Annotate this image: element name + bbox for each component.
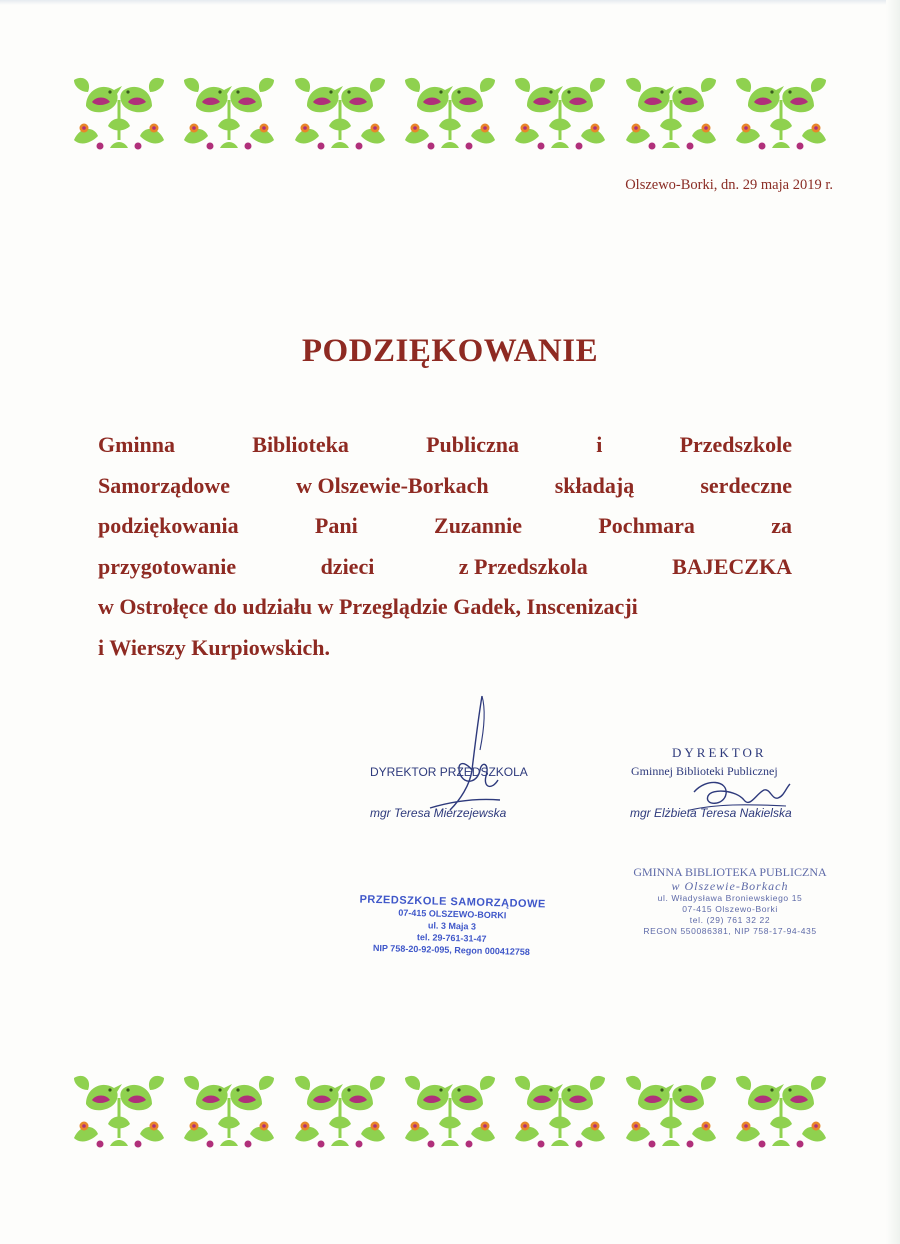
kurpie-folk-birds-icon [180,70,278,154]
kurpie-folk-birds-icon [732,1068,830,1152]
body-word: Pochmara [598,513,695,539]
stamp-line: 07-415 OLSZEWO-BORKI [398,907,507,921]
body-word: Samorządowe [98,472,230,498]
body-line [98,547,792,588]
library-stamp [628,865,832,937]
kurpie-folk-birds-icon [180,1068,278,1152]
body-word: z Przedszkola [458,553,588,579]
kurpie-folk-birds-icon [291,1068,389,1152]
body-word: Biblioteka [252,432,349,457]
left-signatory-name: mgr Teresa Mierzejewska [370,806,507,820]
body-line [98,466,792,507]
kurpie-folk-birds-icon [622,70,720,154]
kurpie-folk-birds-icon [401,70,499,154]
body-line [98,506,792,547]
stamp-line: PRZEDSZKOLE SAMORZĄDOWE [359,893,546,911]
body-word: za [771,513,792,539]
body-word: Zuzannie [434,513,523,539]
body-word: Publiczna [426,432,519,457]
bottom-folk-border [70,1068,830,1152]
stamp-line: ul. Władysława Broniewskiego 15 [657,893,803,903]
body-word: składają [554,472,635,498]
stamp-line: 07-415 Olszewo-Borki [682,904,778,914]
document-body [98,425,792,669]
body-word: i [596,432,603,457]
kurpie-folk-birds-icon [622,1068,720,1152]
scan-edge [0,0,900,5]
body-word: w Ostrołęce do udziału w Przeglądzie Gadek, Inscenizacji [98,594,638,620]
body-word: dzieci [320,553,375,579]
scan-edge [886,0,900,1244]
stamp-line: tel. 29-761-31-47 [416,932,487,944]
document-title: PODZIĘKOWANIE [301,333,599,369]
body-word: podziękowania [98,513,239,539]
right-signatory-title: DYREKTOR [672,745,767,760]
preschool-stamp [351,893,553,958]
body-word: Przedszkole [679,432,792,457]
top-folk-border [70,70,830,154]
body-word: serdeczne [700,472,792,498]
body-line [98,628,792,669]
kurpie-folk-birds-icon [401,1068,499,1152]
left-handwritten-signature [420,690,530,825]
body-word: Pani [314,513,358,539]
stamp-line: REGON 550086381, NIP 758-17-94-435 [643,926,817,936]
right-signatory-institution: Gminnej Biblioteki Publicznej [631,764,778,778]
right-signatory-name: mgr Elżbieta Teresa Nakielska [630,806,792,820]
body-line [98,587,792,628]
kurpie-folk-birds-icon [732,70,830,154]
body-line [98,425,792,466]
left-signatory-title: DYREKTOR PRZEDSZKOLA [370,765,528,779]
body-word: w Olszewie-Borkach [296,472,489,498]
stamp-line: w Olszewie-Borkach [671,879,789,893]
kurpie-folk-birds-icon [511,1068,609,1152]
kurpie-folk-birds-icon [511,70,609,154]
stamp-line: tel. (29) 761 32 22 [689,915,771,925]
body-word: Gminna [98,432,176,457]
body-word: i Wierszy Kurpiowskich. [98,634,331,660]
document-date: Olszewo-Borki, dn. 29 maja 2019 r. [625,177,833,193]
stamp-line: GMINNA BIBLIOTEKA PUBLICZNA [633,865,827,879]
right-handwritten-signature [686,770,796,820]
kurpie-folk-birds-icon [70,70,168,154]
stamp-line: ul. 3 Maja 3 [427,920,477,932]
body-word: BAJECZKA [672,553,792,579]
stamp-line: NIP 758-20-92-095, Regon 000412758 [372,942,530,958]
kurpie-folk-birds-icon [70,1068,168,1152]
kurpie-folk-birds-icon [291,70,389,154]
body-word: przygotowanie [98,553,237,579]
